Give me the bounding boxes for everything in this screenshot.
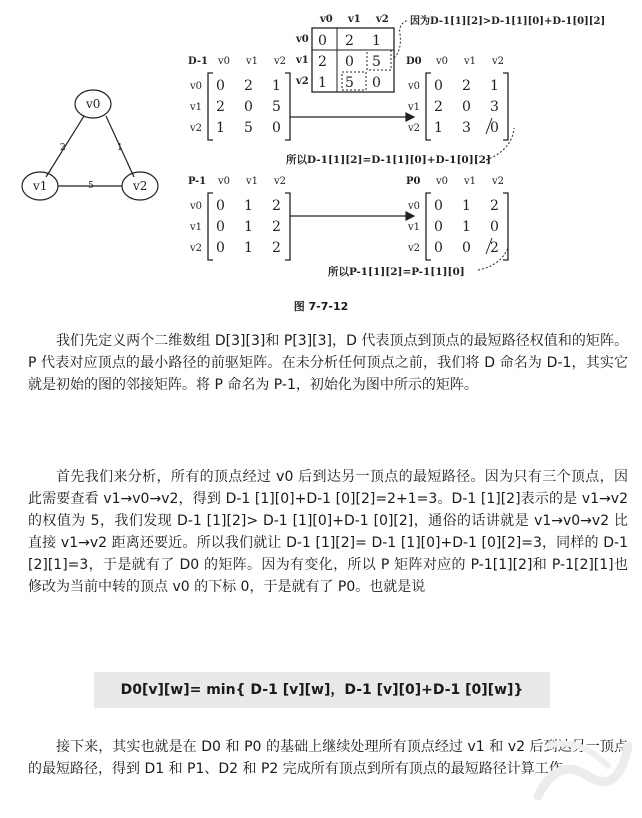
D_minus1-cell: 5: [272, 99, 281, 115]
P0-col-header: v0: [436, 176, 449, 187]
formula: D0[v][w]= min{ D-1 [v][w]，D-1 [v][0]+D-1 [0][w]}: [120, 682, 524, 698]
D0-cell: 1: [434, 120, 443, 136]
top-row-v1: v1: [296, 55, 309, 66]
arrow-p-head: [406, 212, 414, 220]
paragraph-2: 首先我们来分析，所有的顶点经过 v0 后到达另一顶点的最短路径。因为只有三个顶点，因此需要查看 v1→v0→v2，得到 D-1 [1][0]+D-1 [0][2]=2+1=3。D-1 [1][2]表示的是 v1→v2 的权值为 5，我们发现 D-1 [1][2]> D-1 [1][0]+D-1 [0][2]，通俗的话讲就是 v1→v0→v2 比直接 v1→v2 距离还要近。所以我们就让 D-1 [1][2]= D-1 [1][0]+D-1 [0][2]=3，同样的 D-1 [2][1]=3，于是就有了 D0 的矩阵。因为有变化，所以 P 矩阵对应的 P-1[1][2]和 P-1[2][1]也修改为当前中转的顶点 v0 的下标 0，于是就有了 P0。也就是说: [28, 469, 628, 595]
D0-bracket-left: [426, 73, 431, 140]
P0-col-header: v1: [464, 176, 477, 187]
watermark-icon: [518, 716, 638, 814]
D_minus1-cell: 2: [244, 78, 253, 94]
D_minus1-row-header: v0: [190, 81, 203, 92]
D_minus1-cell: 1: [272, 78, 281, 94]
top-small-cell: 0: [345, 54, 354, 70]
D0-cell: 3: [462, 120, 471, 136]
P_minus1-label: P-1: [188, 176, 207, 187]
top-small-matrix: [295, 14, 394, 92]
D0-row-header: v1: [408, 102, 421, 113]
P0-row-header: v1: [408, 222, 421, 233]
P_minus1-cell: 1: [244, 198, 253, 214]
D_minus1-cell: 0: [244, 99, 253, 115]
P0-row-header: v0: [408, 201, 421, 212]
D0-cell: 3: [490, 99, 499, 115]
top-small-cell: 2: [318, 54, 327, 70]
so-d-annotation: 所以D-1[1][2]=D-1[1][0]+D-1[0][2]: [286, 154, 491, 166]
edge-weight-v0-v2: 1: [117, 143, 123, 153]
P_minus1-cell: 0: [216, 198, 225, 214]
D_minus1-cell: 1: [216, 120, 225, 136]
node-label-v1: v1: [33, 179, 48, 193]
P_minus1-bracket-left: [208, 193, 213, 260]
P0-cell: 0: [434, 240, 443, 256]
D_minus1-bracket-right: [285, 73, 290, 140]
P_minus1-cell: 2: [272, 219, 281, 235]
P0-cell: 1: [462, 198, 471, 214]
P_minus1-cell: 0: [216, 219, 225, 235]
top-small-cell: 1: [372, 33, 381, 49]
D_minus1-label: D-1: [188, 56, 208, 67]
P_minus1-cell: 0: [216, 240, 225, 256]
top-header-v0: v0: [320, 14, 333, 25]
D_minus1-row-header: v1: [190, 102, 203, 113]
so-p-annotation: 所以P-1[1][2]=P-1[1][0]: [328, 266, 465, 278]
D_minus1-row-header: v2: [190, 123, 203, 134]
D_minus1-col-header: v2: [274, 56, 287, 67]
P0-cell: 2: [490, 198, 499, 214]
P0-cell: 2: [490, 240, 499, 256]
D0-bracket-right: [503, 73, 508, 140]
P0-cell: 1: [462, 219, 471, 235]
P_minus1-cell: 1: [244, 240, 253, 256]
P0-label: P0: [406, 176, 421, 187]
matrix-p-minus1: [188, 176, 290, 260]
arrow-d-head: [406, 113, 414, 121]
D0-cell: 0: [490, 120, 499, 136]
P_minus1-row-header: v1: [190, 222, 203, 233]
top-small-cell: 0: [318, 33, 327, 49]
P0-cell: 0: [434, 198, 443, 214]
figure-caption: 图 7-7-12: [293, 300, 349, 313]
P_minus1-bracket-right: [285, 193, 290, 260]
P_minus1-cell: 1: [244, 219, 253, 235]
figure-7-7-12: [0, 0, 642, 300]
matrix-d-minus1: [188, 56, 290, 140]
D0-row-header: v2: [408, 123, 421, 134]
figure-svg: [0, 0, 642, 300]
node-label-v0: v0: [86, 97, 101, 111]
node-label-v2: v2: [133, 179, 148, 193]
matrix-p0: [406, 176, 508, 260]
D_minus1-col-header: v1: [246, 56, 259, 67]
D_minus1-bracket-left: [208, 73, 213, 140]
top-small-cell: 1: [318, 75, 327, 91]
top-small-cell: 5: [345, 75, 354, 91]
P_minus1-cell: 2: [272, 240, 281, 256]
D0-cell: 2: [434, 99, 443, 115]
D_minus1-cell: 0: [272, 120, 281, 136]
P_minus1-row-header: v0: [190, 201, 203, 212]
D0-cell: 2: [462, 78, 471, 94]
D0-cell: 0: [462, 99, 471, 115]
matrix-d0: [406, 56, 508, 140]
because-leader: [394, 20, 408, 58]
paragraph-1: 我们先定义两个二维数组 D[3][3]和 P[3][3]，D 代表顶点到顶点的最短路径权值和的矩阵。P 代表对应顶点的最小路径的前驱矩阵。在未分析任何顶点之前，我们将 D 命名为 D-1，其实它就是初始的图的邻接矩阵。将 P 命名为 P-1，初始化为图中所示的矩阵。: [28, 333, 628, 393]
paragraph-3: 接下来，其实也就是在 D0 和 P0 的基础上继续处理所有顶点经过 v1 和 v2 后到达另一顶点的最短路径，得到 D1 和 P1、D2 和 P2 完成所有顶点到所有顶点的最短路径计算工作。: [28, 739, 628, 777]
D0-cell: 0: [434, 78, 443, 94]
D0-col-header: v2: [492, 56, 505, 67]
top-small-cell: 2: [345, 33, 354, 49]
P0-cell: 0: [434, 219, 443, 235]
because-annotation: 因为D-1[1][2]>D-1[1][0]+D-1[0][2]: [410, 16, 606, 27]
edge-weight-v0-v1: 2: [60, 143, 66, 153]
D_minus1-cell: 2: [216, 99, 225, 115]
P_minus1-col-header: v0: [218, 176, 231, 187]
P0-cell: 0: [462, 240, 471, 256]
edge-weight-v1-v2: 5: [88, 181, 94, 191]
D0-row-header: v0: [408, 81, 421, 92]
P_minus1-row-header: v2: [190, 243, 203, 254]
D0-cell: 1: [490, 78, 499, 94]
P0-cell: 0: [490, 219, 499, 235]
top-header-v1: v1: [348, 14, 361, 25]
P0-col-header: v2: [492, 176, 505, 187]
top-header-v2: v2: [376, 14, 389, 25]
D_minus1-cell: 0: [216, 78, 225, 94]
P_minus1-col-header: v1: [246, 176, 259, 187]
P_minus1-cell: 2: [272, 198, 281, 214]
formula-box: [94, 672, 550, 708]
P0-bracket-left: [426, 193, 431, 260]
top-small-cell: 0: [372, 75, 381, 91]
P0-row-header: v2: [408, 243, 421, 254]
D_minus1-col-header: v0: [218, 56, 231, 67]
P_minus1-col-header: v2: [274, 176, 287, 187]
top-row-v2: v2: [296, 76, 309, 87]
D_minus1-cell: 5: [244, 120, 253, 136]
top-small-cell: 5: [372, 54, 381, 70]
D0-col-header: v1: [464, 56, 477, 67]
D0-col-header: v0: [436, 56, 449, 67]
D0-label: D0: [406, 56, 422, 67]
top-row-v0: v0: [296, 34, 309, 45]
